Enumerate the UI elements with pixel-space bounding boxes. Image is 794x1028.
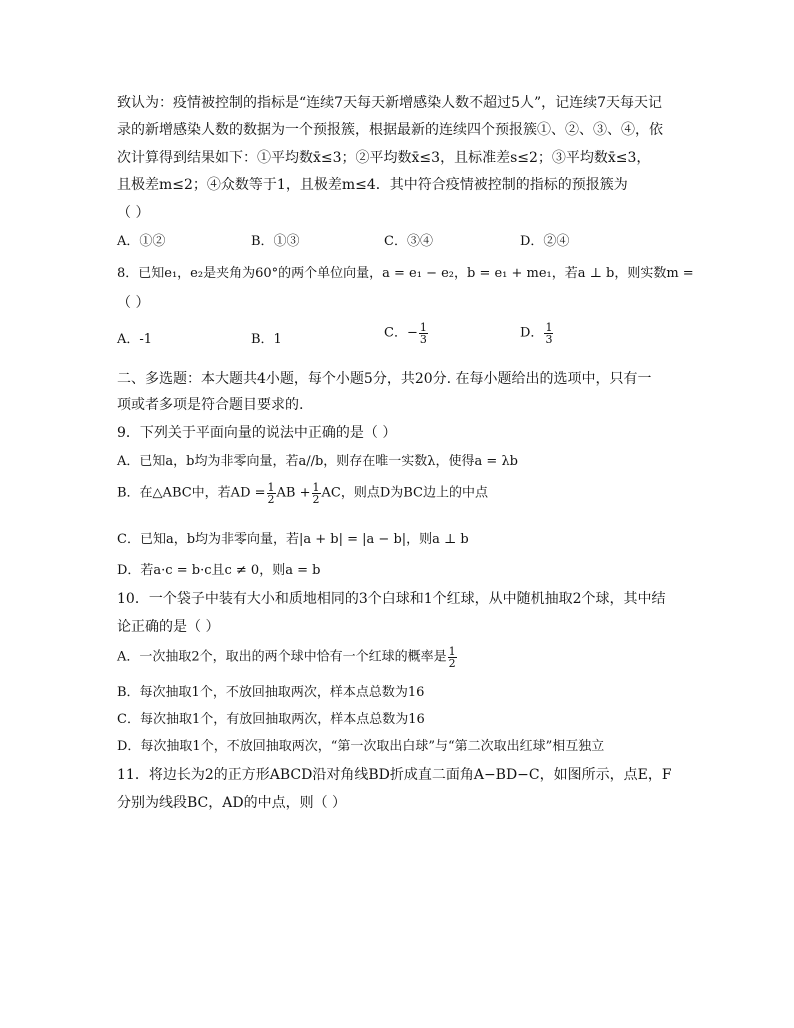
fraction-denominator: 2 [312, 493, 320, 506]
q10-option-c: C．每次抽取1个，有放回抽取两次，样本点总数为16 [117, 712, 425, 727]
q9-option-b-part-1: B．在△ABC中，若AD = [117, 485, 266, 501]
q7-option-a: A．①② [117, 234, 166, 249]
q9-option-b-part-3: AC，则点D为BC边上的中点 [321, 485, 488, 501]
q7-text-line-4: 且极差m≤2；④众数等于1，且极差m≤4．其中符合疫情被控制的指标的预报簇为 [117, 177, 628, 193]
q10-option-a-fraction [448, 646, 457, 669]
q9-option-b [117, 482, 488, 505]
q8-option-b: B．1 [251, 332, 282, 347]
fraction-numerator: 1 [545, 321, 553, 334]
q10-stem-line-1: 10．一个袋子中装有大小和质地相同的3个白球和1个红球，从中随机抽取2个球，其中结 [117, 591, 666, 607]
fraction-denominator: 3 [545, 333, 553, 346]
q8-stem: 8．已知e₁，e₂是夹角为60°的两个单位向量，a = e₁ − e₂，b = e₁ + me₁，若a ⊥ b，则实数m = [117, 266, 694, 281]
q9-option-b-fraction-1 [267, 482, 276, 505]
q9-option-b-fraction-2 [312, 482, 321, 505]
q9-option-a: A．已知a，b均为非零向量，若a//b，则存在唯一实数λ，使得a = λb [117, 454, 519, 469]
q10-option-d: D．每次抽取1个，不放回抽取两次，“第一次取出白球”与“第二次取出红球”相互独立 [117, 739, 605, 754]
q7-option-d: D．②④ [520, 234, 570, 249]
q8-option-c [384, 322, 429, 345]
q8-option-d [520, 322, 554, 345]
fraction-numerator: 1 [312, 481, 320, 494]
fraction-denominator: 3 [419, 333, 427, 346]
fraction-denominator: 2 [448, 657, 456, 670]
q10-stem-line-2: 论正确的是（ ） [117, 619, 220, 635]
q11-stem-line-1: 11．将边长为2的正方形ABCD沿对角线BD折成直二面角A−BD−C，如图所示，点E，F [117, 767, 672, 783]
q7-option-c: C．③④ [384, 234, 433, 249]
q7-answer-paren: （ ） [117, 205, 150, 221]
q8-option-c-fraction [419, 322, 428, 345]
q8-option-c-prefix: C．− [384, 325, 418, 341]
q9-option-d: D．若a·c = b·c且c ≠ 0，则a = b [117, 563, 321, 578]
q8-option-a: A．-1 [117, 332, 153, 347]
fraction-numerator: 1 [419, 321, 427, 334]
fraction-denominator: 2 [267, 493, 275, 506]
q10-option-a-text: A．一次抽取2个，取出的两个球中恰有一个红球的概率是 [117, 649, 447, 665]
q10-option-b: B．每次抽取1个，不放回抽取两次，样本点总数为16 [117, 685, 425, 700]
section-2-heading-line-2: 项或者多项是符合题目要求的. [117, 397, 304, 413]
q7-text-line-2: 录的新增感染人数的数据为一个预报簇，根据最新的连续四个预报簇①、②、③、④，依 [117, 122, 663, 138]
q9-option-b-part-2: AB + [276, 485, 311, 501]
q8-option-d-fraction [544, 322, 553, 345]
q11-stem-line-2: 分别为线段BC，AD的中点，则（ ） [117, 795, 347, 811]
q9-option-c: C．已知a，b均为非零向量，若|a + b| = |a − b|，则a ⊥ b [117, 532, 469, 547]
fraction-numerator: 1 [267, 481, 275, 494]
q10-option-a [117, 646, 458, 669]
q9-stem: 9．下列关于平面向量的说法中正确的是（ ） [117, 425, 397, 441]
q8-option-d-prefix: D． [520, 325, 544, 341]
q7-text-line-1: 致认为：疫情被控制的指标是“连续7天每天新增感染人数不超过5人”，记连续7天每天记 [117, 95, 663, 111]
fraction-numerator: 1 [448, 645, 456, 658]
q7-option-b: B．①③ [251, 234, 300, 249]
section-2-heading-line-1: 二、多选题：本大题共4小题，每个小题5分，共20分. 在每小题给出的选项中，只有一 [117, 371, 652, 387]
q7-text-line-3: 次计算得到结果如下：①平均数x̄≤3；②平均数x̄≤3，且标准差s≤2；③平均数x̄≤3， [117, 150, 651, 166]
q8-answer-paren: （ ） [117, 295, 150, 311]
